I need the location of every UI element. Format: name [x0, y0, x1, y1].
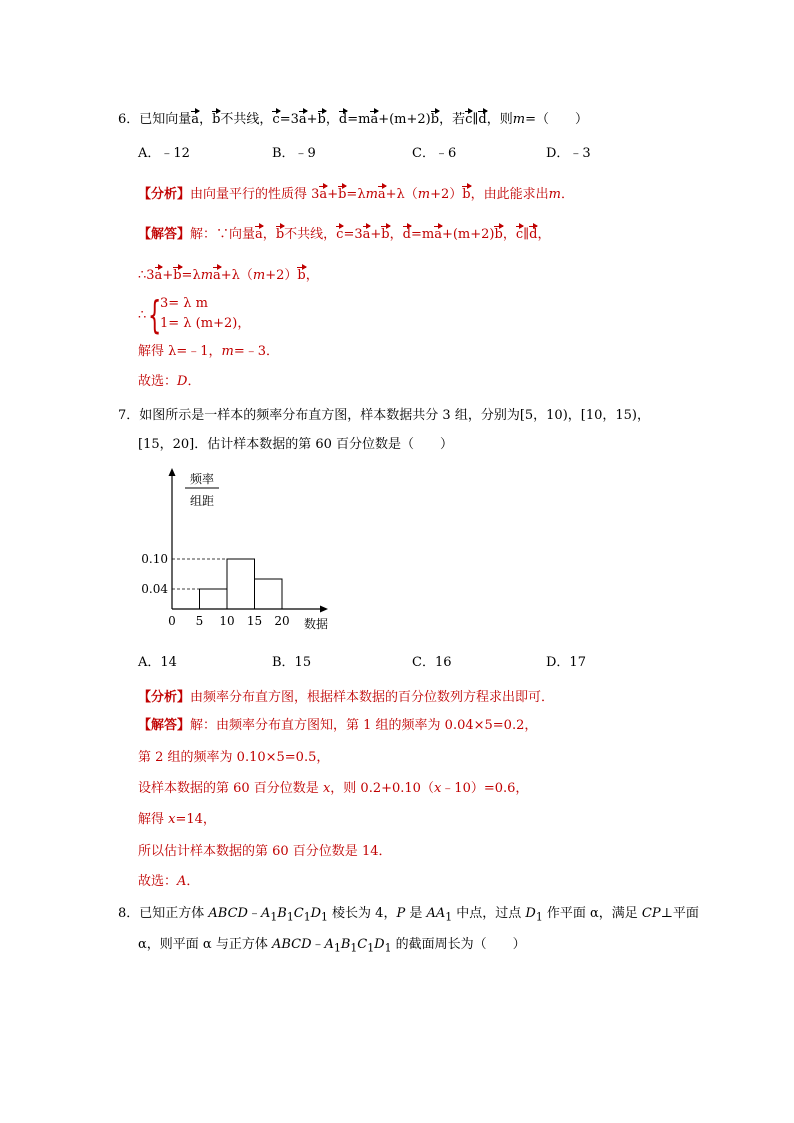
vector-b: b: [212, 108, 220, 126]
q7-choose: 故选：A．: [138, 874, 200, 889]
x-tick-label: 5: [195, 614, 204, 628]
q7-solution-line5: 所以估计样本数据的第 60 百分位数是 14．: [138, 844, 392, 859]
histogram-bar: [227, 559, 255, 609]
q7-solution-line4: 解得 x=14，: [138, 812, 216, 827]
x-tick-label: 20: [274, 614, 290, 628]
q7-solution-line3: 设样本数据的第 60 百分位数是 x，则 0.2+0.10（x﹣10）=0.6，: [138, 781, 529, 796]
q7-analysis: 【分析】由频率分布直方图，根据样本数据的百分位数列方程求出即可．: [138, 690, 555, 705]
q6-option-d: D．﹣3: [546, 146, 591, 161]
x-tick-label: 10: [219, 614, 235, 628]
q7-option-d: D．17: [546, 655, 586, 670]
q7-option-b: B．15: [272, 655, 312, 670]
histogram-bar: [255, 579, 283, 609]
q8-stem-line2: α，则平面 α 与正方体 $ABCD﹣A_1B_1C_1D_1$ 的截面周长为（ ）: [138, 937, 526, 955]
q7-solution-line1: 【解答】解：由频率分布直方图知，第 1 组的频率为 0.04×5=0.2，: [138, 718, 538, 733]
q7-stem-line2: [15，20]．估计样本数据的第 60 百分位数是（ ）: [138, 437, 454, 452]
histogram-chart: [140, 466, 350, 636]
vector-c: c: [272, 108, 279, 126]
q6-stem: 6．已知向量a，b不共线，c=3a+b，d=ma+(m+2)b，若c∥d，则m=（ ）: [118, 108, 588, 128]
q6-solution-line1: 【解答】解：∵向量a，b不共线，c=3a+b，d=ma+(m+2)b，c∥d，: [138, 223, 550, 243]
x-axis-arrow: [320, 606, 328, 613]
q7-option-a: A．14: [138, 655, 177, 670]
y-axis-label-top: 频率: [189, 472, 215, 486]
histogram-bar: [200, 589, 228, 609]
q8-stem-line1: 8．已知正方体 $ABCD﹣A_1B_1C_1D_1$ 棱长为 4，P 是 $AA_1$ 中点，过点 $D_1$ 作平面 α，满足 CP⊥平面: [118, 906, 699, 924]
y-tick-label: 0.10: [141, 552, 168, 566]
q7-option-c: C．16: [412, 655, 452, 670]
q7-solution-line2: 第 2 组的频率为 0.10×5=0.5，: [138, 750, 330, 765]
q7-stem-line1: 7．如图所示是一样本的频率分布直方图，样本数据共分 3 组，分别为[5，10)，[10，15)，: [118, 408, 651, 423]
q6-analysis: 【分析】由向量平行的性质得 3a+b=λma+λ（m+2）b，由此能求出m．: [138, 183, 574, 203]
vector-d: d: [339, 108, 347, 126]
vector-a: a: [191, 108, 199, 126]
x-tick-label: 15: [246, 614, 263, 628]
x-axis-label: 数据: [303, 617, 329, 631]
y-tick-label: 0.04: [141, 582, 168, 596]
q6-option-c: C．﹣6: [412, 146, 457, 161]
q6-choose: 故选：D．: [138, 374, 201, 389]
q6-option-b: B．﹣9: [272, 146, 316, 161]
x-tick-label: 0: [168, 614, 176, 628]
q6-result: 解得 λ=﹣1，m=﹣3．: [138, 344, 280, 359]
y-axis-arrow: [169, 468, 176, 476]
y-axis-label-bottom: 组距: [189, 494, 215, 508]
q6-option-a: A．﹣12: [138, 146, 190, 161]
q6-solution-line2: ∴3a+b=λma+λ（m+2）b，: [138, 264, 319, 284]
